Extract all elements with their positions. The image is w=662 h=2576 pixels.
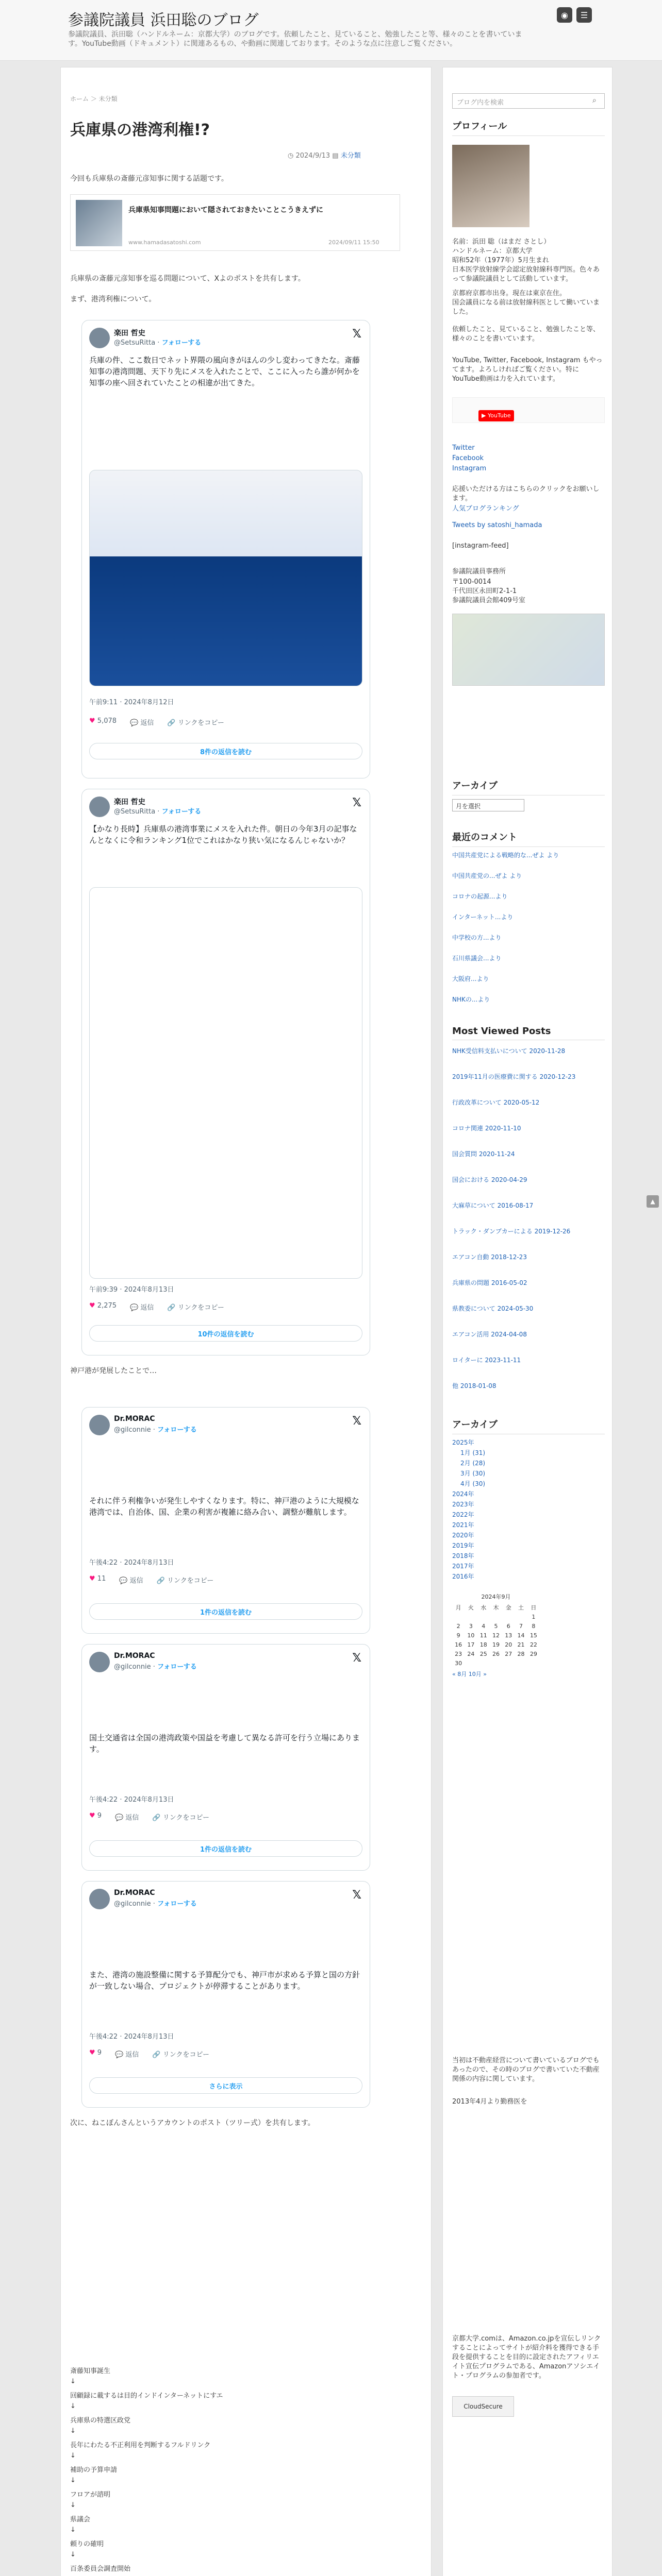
tweet-actions (89, 1302, 224, 1312)
avatar[interactable] (89, 1415, 110, 1435)
calendar-day[interactable]: 24 (467, 1650, 475, 1657)
tweet-screenshot[interactable] (89, 887, 362, 1279)
calendar-weekday: 木 (493, 1604, 499, 1611)
heart-icon: ♥ (89, 1302, 95, 1310)
calendar-day[interactable]: 16 (455, 1641, 462, 1648)
tweet-date[interactable]: 午後4:22 · 2024年8月13日 (89, 1796, 174, 1804)
down-arrow-icon: ↓ (70, 2526, 76, 2534)
copy-link-button[interactable]: 🔗 リンクをコピー (167, 719, 224, 727)
tweet-date[interactable]: 午後4:22 · 2024年8月13日 (89, 1559, 174, 1567)
recent-comment[interactable]: 中国共産党の...ぜよ より (452, 872, 522, 879)
like-button[interactable]: ♥ 11 (89, 1575, 106, 1583)
tweet-actions (89, 2049, 209, 2059)
flow-step: 県議会 (70, 2516, 91, 2523)
search-input[interactable]: ブログ内を検索 (452, 93, 605, 109)
search-icon[interactable]: ⌕ (592, 96, 597, 105)
most-viewed-post[interactable]: コロナ関連 2020-11-10 (452, 1125, 521, 1132)
tweet-author-handle: @SetsuRitta · フォローする (114, 339, 202, 347)
copy-link-button[interactable]: 🔗 リンクをコピー (167, 1304, 224, 1312)
reply-icon: 💬 (119, 1577, 128, 1585)
reply-button[interactable]: 💬 返信 (130, 719, 154, 727)
post-paragraph: 神戸港が発展したことで… (70, 1367, 157, 1375)
tweet-actions (89, 1812, 209, 1822)
tweet-author-name[interactable]: Dr.MORAC (114, 1415, 155, 1423)
show-more-button[interactable]: さらに表示 (89, 2077, 362, 2094)
avatar[interactable] (89, 1889, 110, 1909)
down-arrow-icon: ↓ (70, 2477, 76, 2484)
calendar-day[interactable]: 18 (479, 1641, 487, 1648)
avatar[interactable] (89, 328, 110, 348)
calendar-day (477, 1658, 490, 1668)
calendar-day (452, 1612, 465, 1621)
post-intro: 今回も兵庫県の斎藤元彦知事に関する話題です。 (70, 175, 228, 183)
embedded-tweet[interactable] (81, 1407, 370, 1634)
youtube-channel-widget[interactable] (452, 397, 605, 423)
archive-month[interactable]: 1月 (31) (460, 1449, 486, 1456)
breadcrumb[interactable]: ホーム ＞ 未分類 (70, 95, 118, 103)
reply-icon: 💬 (130, 1304, 139, 1312)
heart-icon: ♥ (89, 2049, 95, 2057)
calendar-day (527, 1658, 540, 1668)
calendar-day[interactable]: 23 (455, 1650, 462, 1657)
tweet-author-name[interactable]: 楽田 哲史 (114, 798, 145, 806)
calendar-day[interactable]: 11 (479, 1632, 487, 1639)
archive-year[interactable]: 2024年 (452, 1490, 474, 1498)
most-viewed-post[interactable]: 2019年11月の医療費に関する 2020-12-23 (452, 1073, 576, 1080)
calendar-day[interactable]: 25 (479, 1650, 487, 1657)
tweet-date[interactable]: 午後4:22 · 2024年8月13日 (89, 2033, 174, 2041)
calendar-title: 2024年9月 (481, 1594, 511, 1600)
tweet-body: 国土交通省は全国の港湾政策や国益を考慮して異なる許可を行う立場にあります。 (89, 1733, 360, 1754)
folder-icon: ▤ (332, 152, 339, 160)
follow-button[interactable]: フォローする (157, 1663, 197, 1671)
copy-link-button[interactable]: 🔗 リンクをコピー (152, 2051, 209, 2059)
post-date: 2024/9/13 (295, 152, 330, 160)
site-description: 参議院議員、浜田聡（ハンドルネーム：京都大学）のブログです。依頼したこと、見ていること、勉強したこと等、様々のことを書いています。YouTube動画（ドキュメント）に関連あるもの、や動画に関連しております。そのような点に注意しご覧ください。 (68, 30, 522, 48)
most-viewed-post[interactable]: 行政改革について 2020-05-12 (452, 1099, 540, 1106)
reply-button[interactable]: 💬 返信 (115, 1814, 139, 1822)
recent-comments-heading: 最近のコメント (452, 830, 605, 847)
most-viewed-post[interactable]: トラック・ダンプカーによる 2019-12-26 (452, 1228, 571, 1235)
recent-comment[interactable]: コロナの起源...より (452, 893, 508, 900)
copy-link-button[interactable]: 🔗 リンクをコピー (156, 1577, 214, 1585)
most-viewed-post[interactable]: ロイターに 2023-11-11 (452, 1357, 521, 1364)
security-badge[interactable]: CloudSecure (452, 2396, 514, 2417)
down-arrow-icon: ↓ (70, 2378, 76, 2385)
calendar-day[interactable]: 3 (469, 1622, 473, 1630)
twitter-link[interactable]: Twitter (452, 444, 475, 452)
calendar-day[interactable]: 13 (505, 1632, 512, 1639)
archive-year[interactable]: 2023年 (452, 1501, 474, 1508)
heart-icon: ♥ (89, 1812, 95, 1820)
office-map[interactable] (452, 614, 605, 686)
follow-button[interactable]: フォローする (157, 1900, 197, 1908)
tweet-body: 兵庫の件、ここ数日でネット界隈の風向きがほんの少し変わってきたな。斎藤知事の港湾問題、天下り先にメスを入れたことで、ここに入ったら誰が何かを知事の座へ回されていたことの相違が出てきた。 (89, 355, 360, 387)
calendar-weekday: 火 (468, 1604, 474, 1611)
calendar-day[interactable]: 20 (505, 1641, 512, 1648)
archive-year[interactable]: 2018年 (452, 1552, 474, 1560)
calendar-weekday: 日 (531, 1604, 537, 1611)
link-card-title: 兵庫県知事問題において隠されておきたいことこうきえずに (128, 206, 323, 214)
tweet-body: それに伴う利権争いが発生しやすくなります。特に、神戸港のように大規模な港湾では、自治体、国、企業の利害が複雑に絡み合い、調整が難航します。 (89, 1496, 359, 1517)
link-icon: 🔗 (152, 2051, 161, 2059)
calendar-day[interactable]: 19 (492, 1641, 500, 1648)
calendar-day (477, 1612, 490, 1621)
calendar-day[interactable]: 6 (506, 1622, 510, 1630)
down-arrow-icon: ↓ (70, 2427, 76, 2435)
embedded-tweet[interactable] (81, 1644, 370, 1871)
most-viewed-heading: Most Viewed Posts (452, 1026, 605, 1040)
calendar-day[interactable]: 7 (519, 1622, 523, 1630)
post-paragraph: まず、港湾利権について。 (70, 295, 156, 303)
x-logo-icon[interactable]: 𝕏 (352, 796, 361, 809)
tweet-author-handle: @SetsuRitta · フォローする (114, 808, 202, 816)
ranking-link[interactable]: 人気ブログランキング (452, 505, 519, 513)
calendar-day[interactable]: 8 (532, 1622, 536, 1630)
read-replies-button[interactable]: 1件の返信を読む (89, 1840, 362, 1857)
calendar-weekday: 金 (505, 1604, 511, 1611)
like-button[interactable]: ♥ 2,275 (89, 1302, 117, 1310)
x-logo-icon[interactable]: 𝕏 (352, 328, 361, 341)
link-icon: 🔗 (167, 1304, 176, 1312)
archive-heading: アーカイブ (452, 778, 605, 795)
calendar-weekday: 水 (481, 1604, 487, 1611)
flow-step: 百条委員会調査開始 (70, 2565, 131, 2573)
office-address: 〒100-0014 千代田区永田町2-1-1 参議院議員会館409号室 (452, 578, 525, 604)
archive-year[interactable]: 2022年 (452, 1511, 474, 1518)
flow-step: 兵庫県の特選区政党 (70, 2417, 131, 2425)
sidebar (442, 67, 613, 2576)
avatar[interactable] (89, 1652, 110, 1672)
archive-year[interactable]: 2020年 (452, 1532, 474, 1539)
calendar-day[interactable]: 9 (456, 1632, 460, 1639)
link-card-thumbnail (76, 200, 122, 246)
heart-icon: ♥ (89, 1575, 95, 1583)
follow-button[interactable]: フォローする (161, 339, 202, 347)
calendar-day (502, 1612, 515, 1621)
calendar-day[interactable]: 21 (517, 1641, 525, 1648)
most-viewed-post[interactable]: エアコン自動 2018-12-23 (452, 1253, 527, 1261)
profile-text: 名前：浜田 聡（はまだ さとし） ハンドルネーム：京都大学 昭和52年（1977年）5月生まれ 日本医学放射線学会認定放射線科専門医。色々あって参議院議員として活動しています。 (452, 238, 600, 283)
facebook-link[interactable]: Facebook (452, 454, 484, 462)
tweet-author-name[interactable]: 楽田 哲史 (114, 329, 145, 337)
ranking-note: 応援いただける方はこちらのクリックをお願いします。 (452, 485, 600, 502)
site-header (0, 0, 662, 61)
rss-icon[interactable]: ☰ (576, 7, 592, 23)
link-card[interactable] (70, 194, 400, 251)
recent-comment[interactable]: 中学校の方...より (452, 934, 502, 941)
most-viewed-post[interactable]: NHK受信料支払いについて 2020-11-28 (452, 1047, 566, 1055)
archive-month[interactable]: 2月 (28) (460, 1460, 486, 1467)
calendar-day (490, 1612, 502, 1621)
most-viewed-post[interactable]: 兵庫県の問題 2016-05-02 (452, 1279, 527, 1286)
reply-icon: 💬 (115, 1814, 124, 1822)
tweet-date[interactable]: 午前9:11 · 2024年8月12日 (89, 699, 174, 706)
tweet-author-handle: @gilconnie · フォローする (114, 1663, 197, 1671)
down-arrow-icon: ↓ (70, 2452, 76, 2460)
most-viewed-post[interactable]: 国会質問 2020-11-24 (452, 1150, 515, 1158)
most-viewed-post[interactable]: 他 2018-01-08 (452, 1382, 496, 1389)
avatar[interactable] (89, 796, 110, 817)
calendar-day[interactable]: 26 (492, 1650, 500, 1657)
like-button[interactable]: ♥ 9 (89, 2049, 102, 2057)
archive-year[interactable]: 2019年 (452, 1542, 474, 1549)
post-meta (288, 150, 361, 160)
main-content (60, 67, 432, 2576)
most-viewed-post[interactable]: 県教委について 2024-05-30 (452, 1305, 534, 1312)
calendar-day[interactable]: 27 (505, 1650, 512, 1657)
reply-icon: 💬 (115, 2051, 124, 2059)
follow-button[interactable]: フォローする (161, 808, 202, 816)
instagram-link[interactable]: Instagram (452, 465, 487, 472)
read-replies-button[interactable]: 10件の返信を読む (89, 1325, 362, 1342)
calendar-day[interactable]: 22 (529, 1641, 537, 1648)
like-button[interactable]: ♥ 5,078 (89, 717, 117, 725)
link-icon: 🔗 (167, 719, 176, 727)
about-text: 2013年4月より勤務医を (452, 2098, 527, 2106)
flow-step: 頼りの確明 (70, 2540, 104, 2548)
recent-comment[interactable]: NHKの...より (452, 996, 490, 1003)
calendar-day[interactable]: 14 (517, 1632, 525, 1639)
calendar-day (515, 1612, 527, 1621)
down-arrow-icon: ↓ (70, 2501, 76, 2509)
recent-comment[interactable]: インターネット...より (452, 913, 514, 921)
profile-text: 依頼したこと、見ていること、勉強したこと等、様々のことを書いています。 (452, 326, 600, 343)
header-icons (557, 7, 592, 23)
calendar-day[interactable]: 1 (532, 1613, 536, 1620)
down-arrow-icon: ↓ (70, 2402, 76, 2410)
profile-heading: プロフィール (452, 119, 605, 136)
calendar-day[interactable]: 4 (482, 1622, 486, 1630)
embedded-tweet[interactable] (81, 789, 370, 1355)
post-paragraph: 兵庫県の斎藤元彦知事を巡る問題について、Xよのポストを共有します。 (70, 275, 305, 283)
archive-year[interactable]: 2021年 (452, 1521, 474, 1529)
calendar-weekday: 土 (518, 1604, 524, 1611)
most-viewed-post[interactable]: 大麻草について 2016-08-17 (452, 1202, 534, 1209)
flow-step: フロアが諮明 (70, 2491, 111, 2499)
link-card-date: 2024/09/11 15:50 (328, 239, 379, 246)
calendar-day[interactable]: 30 (455, 1659, 462, 1667)
heart-icon: ♥ (89, 717, 95, 725)
reply-button[interactable]: 💬 返信 (115, 2051, 139, 2059)
instagram-feed-placeholder: [instagram-feed] (452, 542, 509, 550)
site-title[interactable]: 参議院議員 浜田聡のブログ (68, 11, 259, 29)
archive-year[interactable]: 2025年 (452, 1439, 474, 1446)
feed-icon[interactable]: ◉ (557, 7, 572, 23)
calendar-weekday: 月 (455, 1604, 461, 1611)
embedded-tweet[interactable] (81, 1881, 370, 2108)
archive-month[interactable]: 3月 (30) (460, 1470, 486, 1477)
flow-step: 斎藤知事誕生 (70, 2367, 111, 2375)
about-text: 当初は不動産経営について書いているブログでもあったので、その時のブログで書いていた不動産関係の内容に関しています。 (452, 2057, 600, 2083)
recent-comment[interactable]: 大阪府...より (452, 975, 489, 982)
flow-step: 補助の予算申請 (70, 2466, 118, 2474)
post-category[interactable]: 未分類 (340, 152, 361, 160)
x-logo-icon[interactable]: 𝕏 (352, 1415, 361, 1428)
tweet-image[interactable] (89, 470, 362, 686)
profile-text: 京都府京都市出身。現在は東京在住。 国会議員になる前は放射線科医として働いていました。 (452, 290, 600, 316)
link-icon: 🔗 (152, 1814, 161, 1822)
archive-month[interactable]: 4月 (30) (460, 1480, 486, 1487)
calendar-day[interactable]: 29 (529, 1650, 537, 1657)
embedded-tweet[interactable] (81, 320, 370, 778)
calendar-day[interactable]: 12 (492, 1632, 500, 1639)
x-logo-icon[interactable]: 𝕏 (352, 1889, 361, 1902)
calendar-day[interactable]: 2 (456, 1622, 460, 1630)
x-logo-icon[interactable]: 𝕏 (352, 1652, 361, 1665)
recent-comment[interactable]: 中国共産党による戦略的な...ぜよ より (452, 852, 559, 859)
tweet-author-handle: @gilconnie · フォローする (114, 1426, 197, 1434)
calendar-day[interactable]: 17 (467, 1641, 475, 1648)
like-button[interactable]: ♥ 9 (89, 1812, 102, 1820)
calendar-day (490, 1658, 502, 1668)
tweets-by-link[interactable]: Tweets by satoshi_hamada (452, 521, 542, 529)
link-card-site: www.hamadasatoshi.com (128, 239, 201, 246)
link-icon: 🔗 (156, 1577, 165, 1585)
calendar-day (465, 1612, 477, 1621)
reply-button[interactable]: 💬 返信 (119, 1577, 143, 1585)
calendar-day (502, 1658, 515, 1668)
tweet-date[interactable]: 午前9:39 · 2024年8月13日 (89, 1286, 174, 1294)
post-title: 兵庫県の港湾利権!? (70, 121, 210, 139)
scroll-to-top-button[interactable]: ▲ (647, 1195, 659, 1208)
calendar (452, 1592, 540, 1678)
read-replies-button[interactable]: 1件の返信を読む (89, 1603, 362, 1620)
read-replies-button[interactable]: 8件の返信を読む (89, 743, 362, 759)
recent-comment[interactable]: 石川県議会...より (452, 955, 502, 962)
tweet-author-name[interactable]: Dr.MORAC (114, 1652, 155, 1660)
down-arrow-icon: ↓ (70, 2551, 76, 2558)
calendar-day[interactable]: 15 (529, 1632, 537, 1639)
tweet-body: また、港湾の施設整備に関する予算配分でも、神戸市が求める予算と国の方針が一致しない場合、プロジェクトが停滞することがあります。 (89, 1970, 360, 1991)
copy-link-button[interactable]: 🔗 リンクをコピー (152, 1814, 209, 1822)
archive-year[interactable]: 2016年 (452, 1573, 474, 1580)
archive-select[interactable]: 月を選択 (452, 799, 524, 811)
tweet-actions (89, 717, 224, 727)
calendar-day[interactable]: 10 (467, 1632, 475, 1639)
most-viewed-post[interactable]: エアコン活用 2024-04-08 (452, 1331, 527, 1338)
calendar-table (452, 1603, 540, 1668)
flow-step: 長年にわたる不正利用を判断するフルドリンク (70, 2442, 211, 2449)
most-viewed-post[interactable]: 国会における 2020-04-29 (452, 1176, 527, 1183)
tweet-body: 【かなり長時】兵庫県の港湾事業にメスを入れた件。朝日の今年3月の記事なんとなくに令和ランキング1位でこれはかなり狭い気になるんじゃないか？ (89, 824, 357, 845)
follow-button[interactable]: フォローする (157, 1426, 197, 1434)
archive-list-heading: アーカイブ (452, 1417, 605, 1434)
amazon-disclosure: 京都大学.comは、Amazon.co.jpを宣伝しリンクすることによってサイトが紹介料を獲得できる手段を提供することを目的に設定されたアフィリエイト宣伝プログラムである、Amazonアソシエイト・プログラムの参加者です。 (452, 2335, 601, 2380)
calendar-day[interactable]: 28 (517, 1650, 525, 1657)
calendar-nav[interactable]: « 8月 10月 » (452, 1671, 487, 1677)
office-title: 参議院議員事務所 (452, 568, 506, 575)
tweet-author-handle: @gilconnie · フォローする (114, 1900, 197, 1908)
profile-photo (452, 145, 529, 227)
youtube-icon[interactable]: ▶ YouTube (478, 410, 514, 421)
profile-text: YouTube, Twitter, Facebook, Instagram もやってます。よろしければご覧ください。特にYouTube動画は力を入れています。 (452, 357, 603, 383)
tweet-author-name[interactable]: Dr.MORAC (114, 1889, 155, 1897)
archive-year[interactable]: 2017年 (452, 1563, 474, 1570)
reply-button[interactable]: 💬 返信 (130, 1304, 154, 1312)
reply-icon: 💬 (130, 719, 139, 727)
calendar-day (515, 1658, 527, 1668)
calendar-day[interactable]: 5 (494, 1622, 498, 1630)
tweet-actions (89, 1575, 213, 1585)
clock-icon: ◷ (288, 152, 294, 160)
calendar-day (465, 1658, 477, 1668)
post-paragraph: 次に、ねこぼんさんというアカウントのポスト（ツリー式）を共有します。 (70, 2119, 315, 2127)
flow-step: 回顧録に載するは目的インドインターネットにすエ (70, 2392, 223, 2400)
